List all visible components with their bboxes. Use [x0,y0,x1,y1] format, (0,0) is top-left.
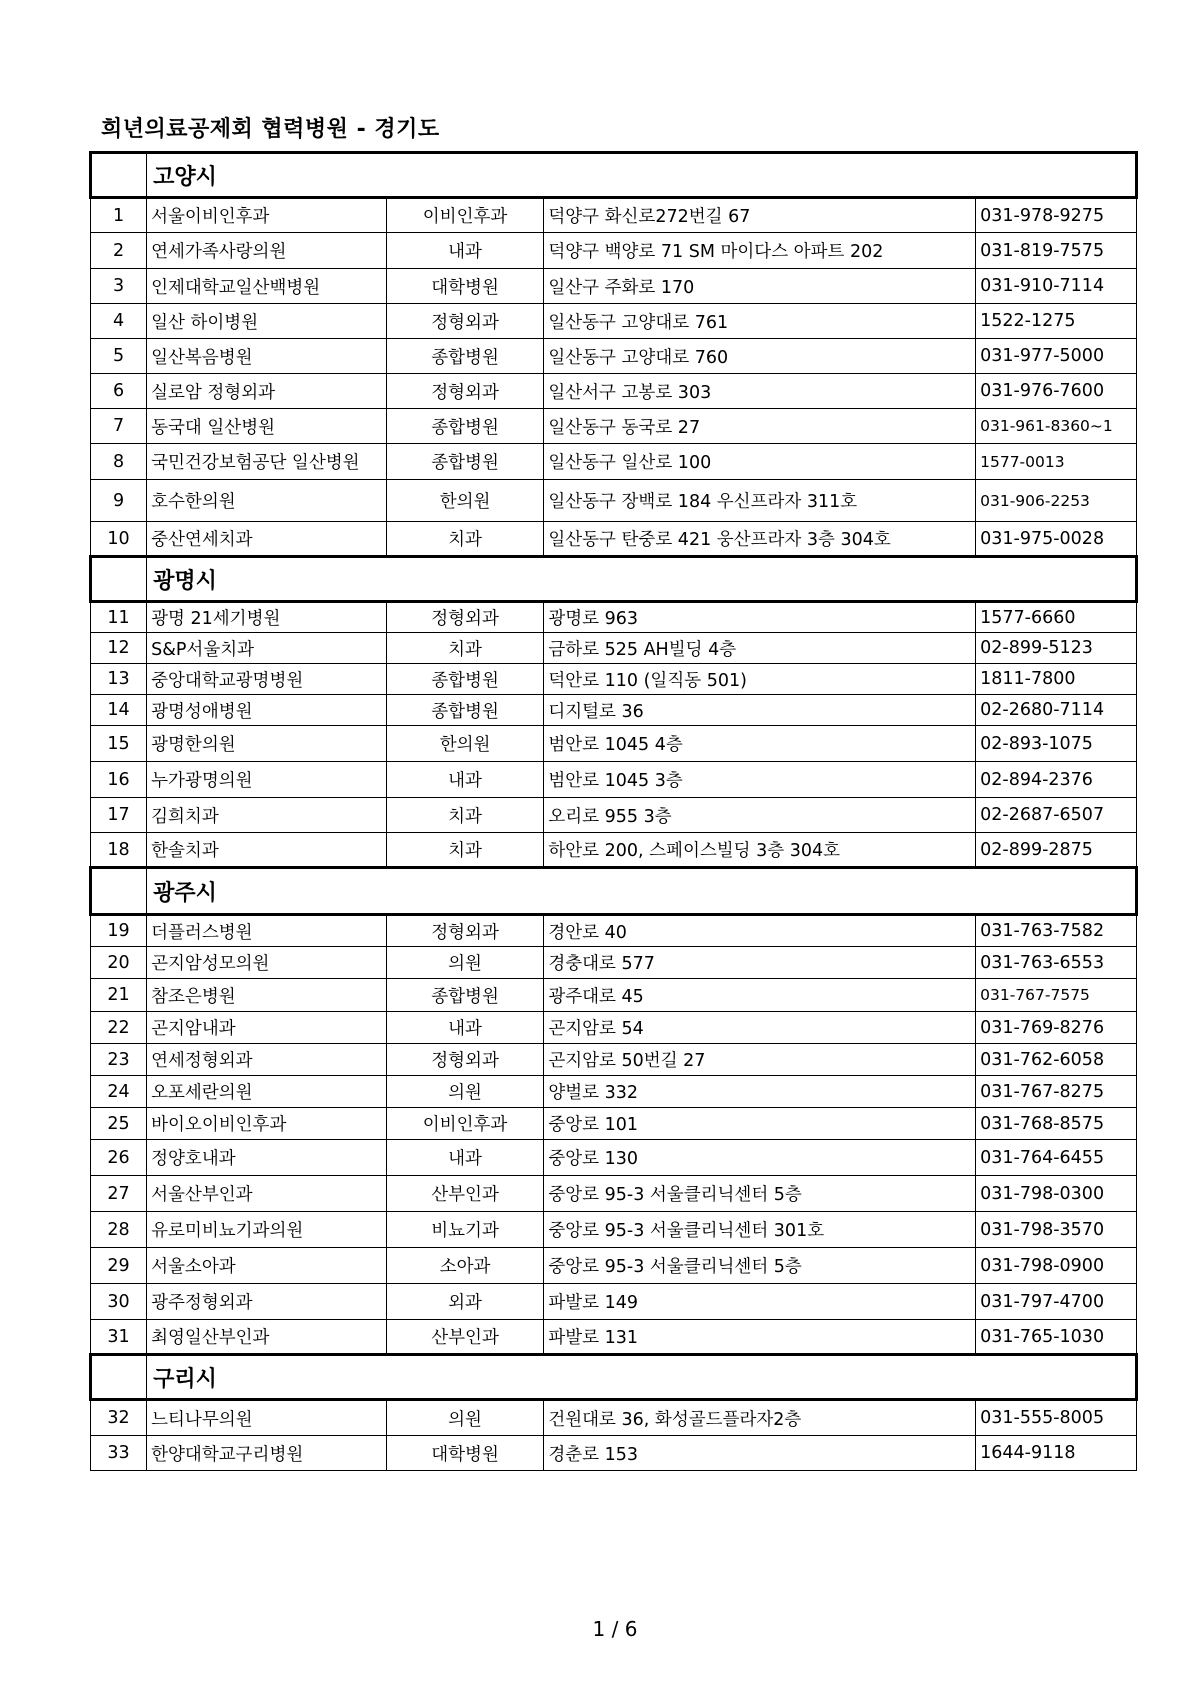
hospital-address: 경춘로 153 [544,1436,976,1471]
hospital-phone: 031-798-0900 [976,1248,1137,1284]
row-number: 8 [91,444,147,480]
hospital-address: 하안로 200, 스페이스빌딩 3층 304호 [544,833,976,868]
table-row [91,1012,1137,1044]
table-row [91,695,1137,726]
table-row [91,1400,1137,1436]
hospital-type: 내과 [386,233,544,269]
page-title: 희년의료공제회 협력병원 - 경기도 [101,117,440,142]
hospital-name: 정양호내과 [147,1140,387,1176]
hospital-table [89,151,1138,1471]
hospital-type: 의원 [386,1400,544,1436]
table-row [91,664,1137,695]
hospital-name: 한양대학교구리병원 [147,1436,387,1471]
row-number: 11 [91,602,147,633]
hospital-type: 치과 [386,633,544,664]
hospital-phone: 02-899-5123 [976,633,1137,664]
hospital-address: 금하로 525 AH빌딩 4층 [544,633,976,664]
table-row [91,726,1137,762]
hospital-phone: 031-769-8276 [976,1012,1137,1044]
hospital-phone: 031-765-1030 [976,1320,1137,1355]
hospital-address: 일산동구 탄중로 421 웅산프라자 3층 304호 [544,522,976,557]
hospital-type: 이비인후과 [386,198,544,233]
hospital-name: 오포세란의원 [147,1076,387,1108]
row-number: 7 [91,409,147,444]
hospital-name: 더플러스병원 [147,915,387,947]
hospital-phone: 031-767-8275 [976,1076,1137,1108]
hospital-type: 종합병원 [386,664,544,695]
hospital-type: 비뇨기과 [386,1212,544,1248]
section-header [91,868,1137,915]
hospital-phone: 02-893-1075 [976,726,1137,762]
hospital-phone: 031-961-8360~1 [976,409,1137,444]
hospital-phone: 031-977-5000 [976,339,1137,374]
hospital-phone: 1522-1275 [976,304,1137,339]
hospital-name: 국민건강보험공단 일산병원 [147,444,387,480]
hospital-phone: 031-798-0300 [976,1176,1137,1212]
hospital-name: 서울이비인후과 [147,198,387,233]
hospital-name: 서울소아과 [147,1248,387,1284]
table-row [91,233,1137,269]
hospital-name: 실로암 정형외과 [147,374,387,409]
row-number: 30 [91,1284,147,1320]
row-number: 2 [91,233,147,269]
hospital-phone: 031-768-8575 [976,1108,1137,1140]
table-row [91,1176,1137,1212]
hospital-address: 중앙로 130 [544,1140,976,1176]
hospital-type: 외과 [386,1284,544,1320]
hospital-address: 파발로 149 [544,1284,976,1320]
hospital-address: 덕안로 110 (일직동 501) [544,664,976,695]
table-row [91,1212,1137,1248]
hospital-address: 곤지암로 54 [544,1012,976,1044]
table-row [91,1140,1137,1176]
hospital-address: 중앙로 95-3 서울클리닉센터 5층 [544,1176,976,1212]
table-row [91,1320,1137,1355]
hospital-type: 의원 [386,947,544,979]
row-number: 29 [91,1248,147,1284]
hospital-phone: 02-899-2875 [976,833,1137,868]
hospital-name: S&P서울치과 [147,633,387,664]
hospital-name: 일산 하이병원 [147,304,387,339]
hospital-phone: 02-894-2376 [976,762,1137,798]
row-number: 4 [91,304,147,339]
hospital-address: 범안로 1045 3층 [544,762,976,798]
hospital-phone: 031-763-6553 [976,947,1137,979]
hospital-type: 종합병원 [386,409,544,444]
hospital-type: 정형외과 [386,304,544,339]
section-spacer [91,557,147,602]
row-number: 12 [91,633,147,664]
row-number: 14 [91,695,147,726]
hospital-address: 곤지암로 50번길 27 [544,1044,976,1076]
hospital-type: 한의원 [386,480,544,522]
hospital-name: 바이오이비인후과 [147,1108,387,1140]
table-row [91,304,1137,339]
hospital-address: 중앙로 95-3 서울클리닉센터 301호 [544,1212,976,1248]
table-row [91,1044,1137,1076]
hospital-type: 정형외과 [386,1044,544,1076]
row-number: 20 [91,947,147,979]
section-header [91,557,1137,602]
hospital-address: 덕양구 백양로 71 SM 마이다스 아파트 202 [544,233,976,269]
hospital-type: 의원 [386,1076,544,1108]
hospital-address: 덕양구 화신로272번길 67 [544,198,976,233]
hospital-type: 소아과 [386,1248,544,1284]
hospital-type: 정형외과 [386,915,544,947]
hospital-name: 서울산부인과 [147,1176,387,1212]
hospital-address: 파발로 131 [544,1320,976,1355]
row-number: 31 [91,1320,147,1355]
hospital-type: 대학병원 [386,269,544,304]
page-number: 1 / 6 [592,1617,638,1641]
row-number: 9 [91,480,147,522]
hospital-phone: 02-2687-6507 [976,798,1137,833]
hospital-type: 한의원 [386,726,544,762]
hospital-type: 치과 [386,833,544,868]
row-number: 18 [91,833,147,868]
hospital-type: 종합병원 [386,979,544,1012]
hospital-address: 양벌로 332 [544,1076,976,1108]
row-number: 21 [91,979,147,1012]
row-number: 25 [91,1108,147,1140]
table-row [91,1284,1137,1320]
hospital-address: 경안로 40 [544,915,976,947]
section-title: 고양시 [147,153,1137,198]
hospital-phone: 02-2680-7114 [976,695,1137,726]
table-row [91,409,1137,444]
hospital-name: 김희치과 [147,798,387,833]
hospital-name: 연세가족사랑의원 [147,233,387,269]
hospital-address: 일산동구 고양대로 761 [544,304,976,339]
hospital-name: 동국대 일산병원 [147,409,387,444]
row-number: 32 [91,1400,147,1436]
row-number: 3 [91,269,147,304]
row-number: 19 [91,915,147,947]
hospital-phone: 1577-6660 [976,602,1137,633]
hospital-name: 곤지암성모의원 [147,947,387,979]
hospital-phone: 031-910-7114 [976,269,1137,304]
hospital-type: 치과 [386,522,544,557]
hospital-type: 내과 [386,1140,544,1176]
hospital-phone: 031-819-7575 [976,233,1137,269]
row-number: 16 [91,762,147,798]
hospital-name: 한솔치과 [147,833,387,868]
section-header [91,1355,1137,1400]
table-row [91,444,1137,480]
hospital-phone: 1811-7800 [976,664,1137,695]
hospital-phone: 1577-0013 [976,444,1137,480]
hospital-phone: 031-763-7582 [976,915,1137,947]
hospital-type: 종합병원 [386,444,544,480]
hospital-name: 최영일산부인과 [147,1320,387,1355]
section-header [91,153,1137,198]
table-row [91,339,1137,374]
row-number: 6 [91,374,147,409]
table-row [91,374,1137,409]
hospital-phone: 031-762-6058 [976,1044,1137,1076]
hospital-phone: 031-767-7575 [976,979,1137,1012]
hospital-type: 대학병원 [386,1436,544,1471]
hospital-address: 일산동구 동국로 27 [544,409,976,444]
hospital-address: 일산동구 일산로 100 [544,444,976,480]
row-number: 26 [91,1140,147,1176]
table-row [91,798,1137,833]
hospital-type: 산부인과 [386,1320,544,1355]
hospital-address: 중앙로 95-3 서울클리닉센터 5층 [544,1248,976,1284]
hospital-type: 종합병원 [386,339,544,374]
table-row [91,602,1137,633]
table-row [91,522,1137,557]
table-row [91,633,1137,664]
hospital-phone: 1644-9118 [976,1436,1137,1471]
hospital-address: 경충대로 577 [544,947,976,979]
table-row [91,1108,1137,1140]
table-row [91,198,1137,233]
row-number: 24 [91,1076,147,1108]
row-number: 23 [91,1044,147,1076]
hospital-name: 광주정형외과 [147,1284,387,1320]
table-row [91,1248,1137,1284]
section-title: 구리시 [147,1355,1137,1400]
hospital-name: 중산연세치과 [147,522,387,557]
hospital-name: 유로미비뇨기과의원 [147,1212,387,1248]
hospital-type: 산부인과 [386,1176,544,1212]
hospital-address: 디지털로 36 [544,695,976,726]
hospital-name: 누가광명의원 [147,762,387,798]
row-number: 17 [91,798,147,833]
section-title: 광주시 [147,868,1137,915]
hospital-name: 광명한의원 [147,726,387,762]
row-number: 27 [91,1176,147,1212]
table-row [91,762,1137,798]
hospital-name: 연세정형외과 [147,1044,387,1076]
hospital-address: 중앙로 101 [544,1108,976,1140]
row-number: 28 [91,1212,147,1248]
hospital-type: 이비인후과 [386,1108,544,1140]
table-row [91,269,1137,304]
hospital-name: 일산복음병원 [147,339,387,374]
hospital-phone: 031-906-2253 [976,480,1137,522]
hospital-phone: 031-797-4700 [976,1284,1137,1320]
hospital-name: 광명성애병원 [147,695,387,726]
section-spacer [91,1355,147,1400]
hospital-address: 범안로 1045 4층 [544,726,976,762]
row-number: 10 [91,522,147,557]
table-row [91,979,1137,1012]
row-number: 33 [91,1436,147,1471]
hospital-name: 참조은병원 [147,979,387,1012]
hospital-type: 내과 [386,762,544,798]
table-row [91,833,1137,868]
table-row [91,1076,1137,1108]
section-spacer [91,868,147,915]
hospital-type: 내과 [386,1012,544,1044]
hospital-address: 건원대로 36, 화성골드플라자2층 [544,1400,976,1436]
hospital-address: 광주대로 45 [544,979,976,1012]
hospital-phone: 031-978-9275 [976,198,1137,233]
hospital-address: 일산구 주화로 170 [544,269,976,304]
row-number: 1 [91,198,147,233]
hospital-type: 정형외과 [386,374,544,409]
hospital-address: 일산동구 장백로 184 우신프라자 311호 [544,480,976,522]
hospital-name: 광명 21세기병원 [147,602,387,633]
hospital-phone: 031-555-8005 [976,1400,1137,1436]
row-number: 13 [91,664,147,695]
hospital-name: 인제대학교일산백병원 [147,269,387,304]
section-title: 광명시 [147,557,1137,602]
hospital-name: 곤지암내과 [147,1012,387,1044]
hospital-phone: 031-975-0028 [976,522,1137,557]
table-row [91,915,1137,947]
row-number: 15 [91,726,147,762]
table-row [91,1436,1137,1471]
hospital-phone: 031-764-6455 [976,1140,1137,1176]
section-spacer [91,153,147,198]
hospital-name: 중앙대학교광명병원 [147,664,387,695]
hospital-address: 일산동구 고양대로 760 [544,339,976,374]
hospital-address: 일산서구 고봉로 303 [544,374,976,409]
table-row [91,480,1137,522]
hospital-phone: 031-798-3570 [976,1212,1137,1248]
table-row [91,947,1137,979]
hospital-address: 광명로 963 [544,602,976,633]
hospital-address: 오리로 955 3층 [544,798,976,833]
row-number: 5 [91,339,147,374]
hospital-type: 치과 [386,798,544,833]
hospital-name: 느티나무의원 [147,1400,387,1436]
hospital-phone: 031-976-7600 [976,374,1137,409]
row-number: 22 [91,1012,147,1044]
hospital-name: 호수한의원 [147,480,387,522]
hospital-type: 종합병원 [386,695,544,726]
hospital-type: 정형외과 [386,602,544,633]
